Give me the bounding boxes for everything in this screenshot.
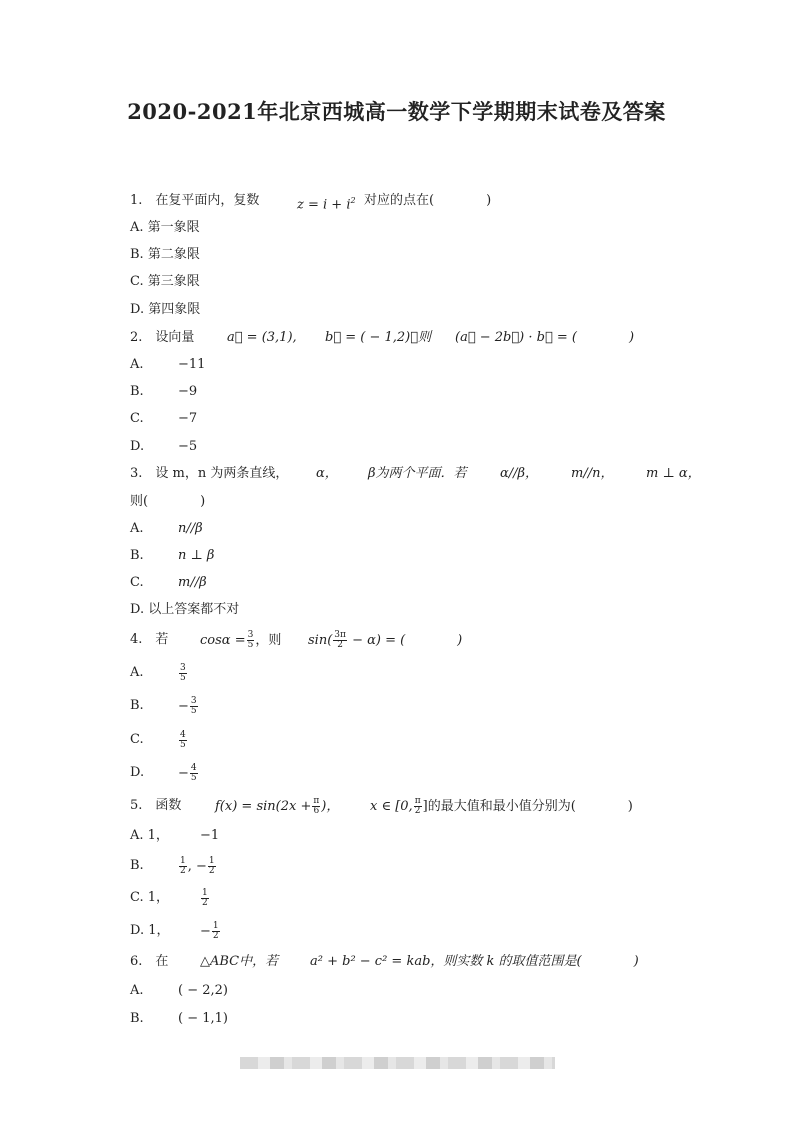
q5-function: f(x) = sin(2x + $\frac{\pi}{6}$ )， — [215, 796, 340, 816]
q3-cond-3: m ⊥ α， — [646, 466, 701, 481]
q1-expr: $z = i + i^2$ — [297, 196, 356, 213]
q3-beta: β为两个平面．若 — [368, 466, 467, 481]
q1-option-a: A. 第一象限 — [130, 220, 200, 235]
q2-vector-a: a⃗ = (3,1), — [227, 330, 297, 345]
q2-text: 2. 设向量 — [130, 330, 195, 345]
q6-expr: a² + b² − c² = kab，则实数 k 的取值范围是( ) — [310, 954, 639, 969]
q2-expr: (a⃗ − 2b⃗) · b⃗ = ( ) — [455, 330, 635, 345]
q1-option-b: B. 第二象限 — [130, 247, 200, 262]
q1-tail: 对应的点在( ) — [364, 193, 492, 208]
q6-text: 6. 在 — [130, 954, 169, 969]
q4-cos: cosα = $\frac{3}{5}$ ，则 — [200, 630, 282, 650]
q3-line-2: 则( ) — [130, 494, 206, 509]
q3-option-d: D. 以上答案都不对 — [130, 602, 240, 617]
document-page: 2020-2021年北京西城高一数学下学期期末试卷及答案 1. 在复平面内，复数 $z = i + i^2$ 对应的点在( ) A. 第一象限 B. 第二象限 C. 第三象限 D. 第四象限 2. 设向量 a⃗ = (3,1), b⃗ = ( − 1,2)，则 (a⃗ − 2b⃗) · b⃗ = ( ) A. −11 B. −9 C. −7 D. −5 3. 设 m，n 为两条直线， α， β为两个平面．若 α//β， m//n， m ⊥ α， 则( ) A. n//β B. n ⊥ β C. m//β D. 以上答案都不对 4. 若 cosα = $\frac{3}{5}$ ，则 sin( $\frac{3\pi}{2}$ − α) = ( ) A. $\frac{3}{5}$ B. − $\frac{3}{5}$ C. $\frac{4}{5}$ D. − $\frac{4}{5}$ 5. 函数 f(x) = sin(2x + $\frac{\pi}{6}$ )， x ∈ [0, $\frac{\pi}{2}$ ]的最大值和最小值分别为( ) A. 1， −1 B. $\frac{1}{2}$ , − $\frac{1}{2}$ C. 1， $\frac{1}{2}$ D. 1， − $\frac{1}{2}$ 6. 在 △ABC中，若 a² + b² − c² = kab，则实数 k 的取值范围是( ) A. ( − 2,2) B. ( − 1,1) — [0, 0, 793, 1122]
q3-cond-2: m//n， — [571, 466, 614, 481]
q5-text: 5. 函数 — [130, 798, 182, 813]
q1-option-c: C. 第三象限 — [130, 274, 200, 289]
blurred-footer-watermark — [240, 1057, 555, 1069]
q5-domain: x ∈ [0, $\frac{\pi}{2}$ ]的最大值和最小值分别为( ) — [370, 796, 633, 816]
q4-sin-expr: sin( $\frac{3\pi}{2}$ − α) = ( ) — [308, 630, 463, 650]
page-title: 2020-2021年北京西城高一数学下学期期末试卷及答案 — [127, 99, 666, 124]
q3-cond-1: α//β， — [500, 466, 539, 481]
q6-triangle: △ABC中，若 — [200, 954, 279, 969]
q4-text: 4. 若 — [130, 632, 169, 647]
q3-alpha: α， — [316, 466, 338, 481]
q1-text: 1. 在复平面内，复数 — [130, 193, 260, 208]
q2-vector-b: b⃗ = ( − 1,2)，则 — [325, 330, 432, 345]
q3-text: 3. 设 m，n 为两条直线， — [130, 466, 289, 481]
q1-option-d: D. 第四象限 — [130, 302, 201, 317]
